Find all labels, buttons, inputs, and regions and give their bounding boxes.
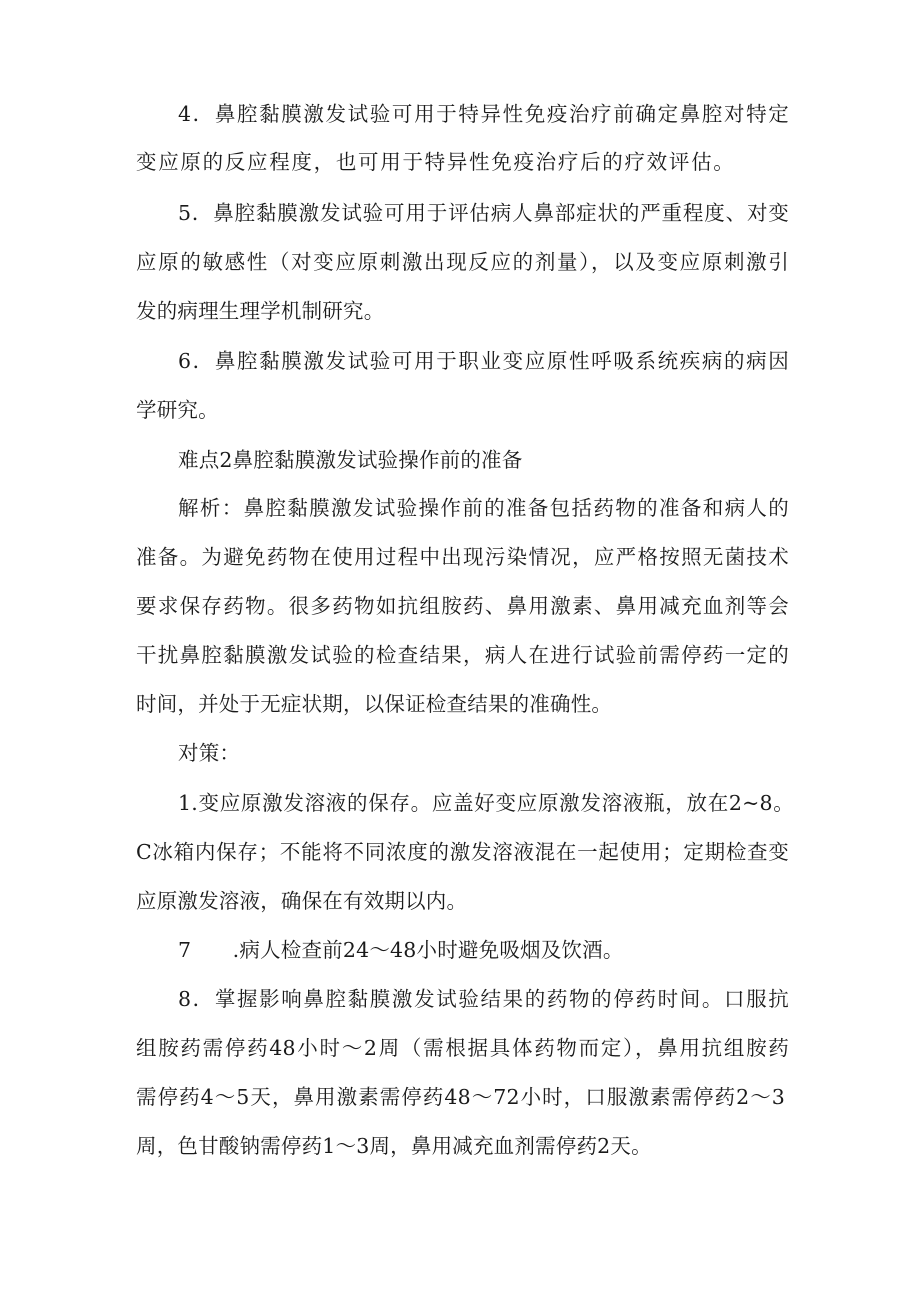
item-5-line-2: 应原的敏感性（对变应原刺激出现反应的剂量），以及变应原刺激引 [136, 250, 789, 274]
countermeasure-1-line-3: 应原激发溶液，确保在有效期以内。 [136, 889, 468, 913]
item-6-line-2: 学研究。 [136, 398, 219, 422]
analysis-line-5: 时间，并处于无症状期，以保证检查结果的准确性。 [136, 692, 613, 716]
countermeasure-1-line-1: 1.变应原激发溶液的保存。应盖好变应原激发溶液瓶，放在2~8。 [178, 791, 794, 815]
countermeasure-label: 对策： [178, 741, 241, 765]
section-heading: 难点2鼻腔黏膜激发试验操作前的准备 [178, 448, 523, 472]
analysis-line-2: 准备。为避免药物在使用过程中出现污染情况，应严格按照无菌技术 [136, 545, 789, 569]
item-6-line-1: 6．鼻腔黏膜激发试验可用于职业变应原性呼吸系统疾病的病因 [178, 349, 789, 373]
item-4-line-1: 4．鼻腔黏膜激发试验可用于特异性免疫治疗前确定鼻腔对特定 [178, 102, 789, 126]
countermeasure-8-line-4: 周，色甘酸钠需停药1～3周，鼻用减充血剂需停药2天。 [136, 1134, 652, 1158]
item-5-line-1: 5．鼻腔黏膜激发试验可用于评估病人鼻部症状的严重程度、对变 [178, 201, 789, 225]
item-4-line-2: 变应原的反应程度，也可用于特异性免疫治疗后的疗效评估。 [136, 150, 734, 174]
analysis-line-1: 解析：鼻腔黏膜激发试验操作前的准备包括药物的准备和病人的 [178, 496, 789, 520]
countermeasure-8-line-3: 需停药4～5天，鼻用激素需停药48～72小时，口服激素需停药2～3 [136, 1085, 785, 1109]
analysis-line-4: 干扰鼻腔黏膜激发试验的检查结果，病人在进行试验前需停药一定的 [136, 643, 789, 667]
countermeasure-1-line-2: C冰箱内保存；不能将不同浓度的激发溶液混在一起使用；定期检查变 [136, 840, 789, 864]
countermeasure-8-line-2: 组胺药需停药48小时～2周（需根据具体药物而定），鼻用抗组胺药 [136, 1036, 789, 1060]
analysis-line-3: 要求保存药物。很多药物如抗组胺药、鼻用激素、鼻用减充血剂等会 [136, 594, 789, 618]
countermeasure-7-line-1: 7 .病人检查前24～48小时避免吸烟及饮酒。 [178, 938, 624, 962]
item-5-line-3: 发的病理生理学机制研究。 [136, 299, 385, 323]
countermeasure-8-line-1: 8．掌握影响鼻腔黏膜激发试验结果的药物的停药时间。口服抗 [178, 987, 789, 1011]
